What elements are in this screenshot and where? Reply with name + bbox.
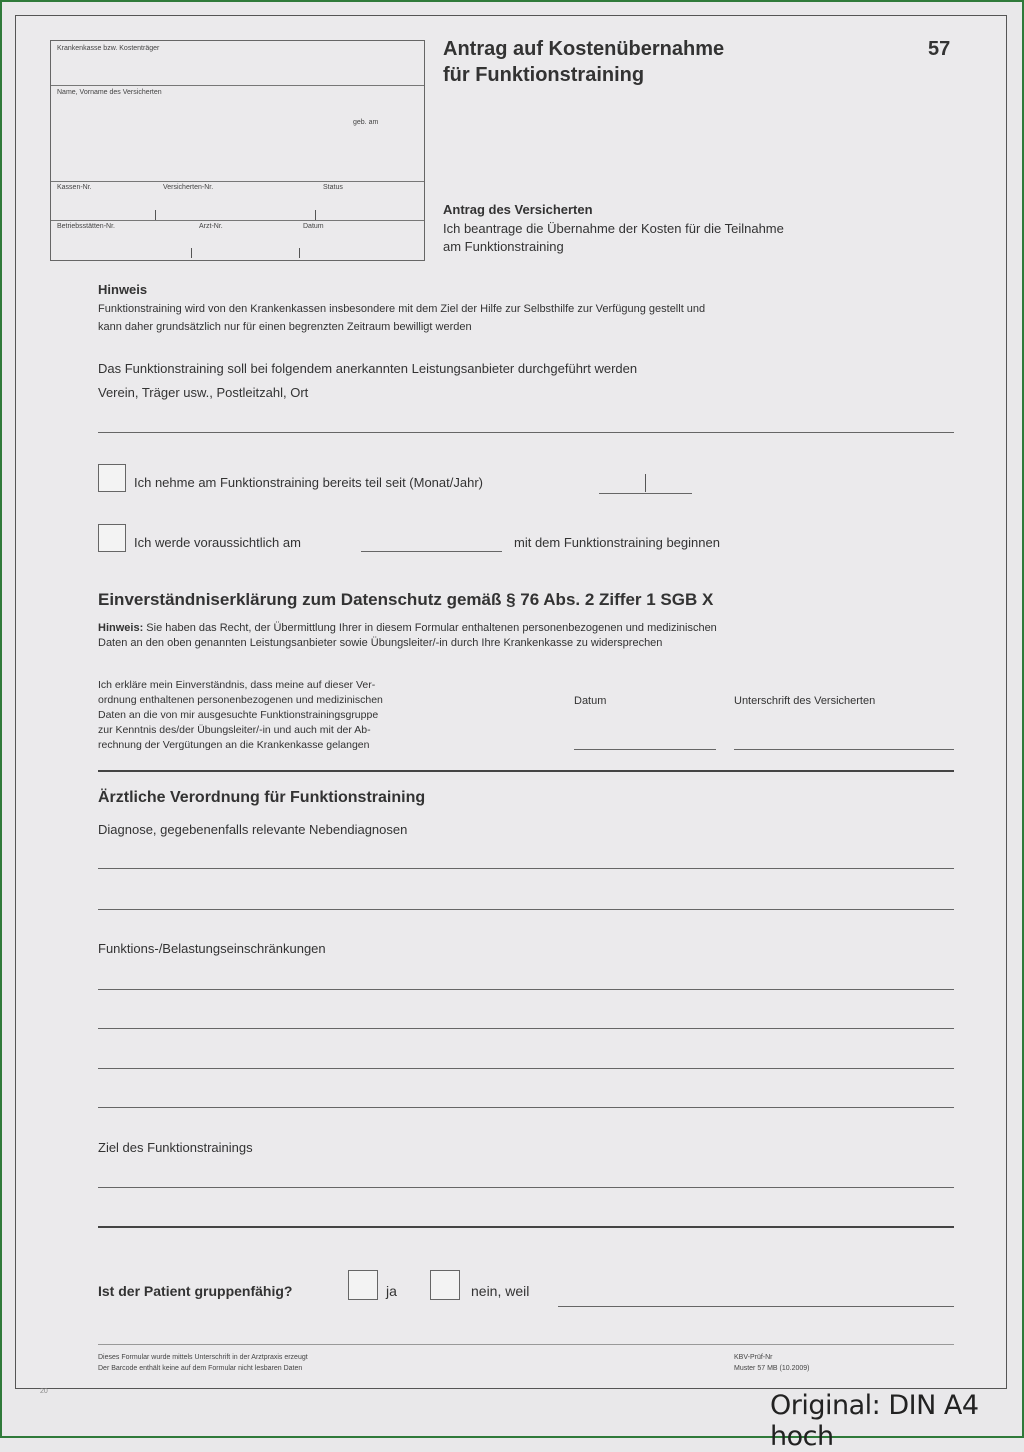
consent-date-label: Datum — [574, 695, 607, 707]
privacy-hint-label: Hinweis: — [98, 622, 144, 634]
diagnosis-line-1[interactable] — [98, 868, 954, 869]
limitations-line-3[interactable] — [98, 1068, 954, 1069]
provider-input-line[interactable] — [98, 432, 954, 433]
notice-heading: Hinweis — [98, 282, 148, 297]
will-start-label-a: Ich werde voraussichtlich am — [134, 535, 301, 550]
section-divider — [98, 770, 954, 772]
form-title-line1: Antrag auf Kostenübernahme — [443, 38, 725, 60]
born-label: geb. am — [353, 119, 379, 126]
prescription-heading: Ärztliche Verordnung für Funktionstraining — [98, 789, 426, 806]
status-label: Status — [323, 184, 343, 191]
participating-checkbox[interactable] — [98, 464, 126, 492]
goal-line-1[interactable] — [98, 1187, 954, 1188]
betriebsstaetten-nr-label: Betriebsstätten-Nr. — [57, 223, 115, 230]
privacy-hint-line1: Sie haben das Recht, der Übermittlung Ihrer in diesem Formular enthaltenen personenbezogenen und medizinischen — [146, 622, 717, 634]
privacy-hint-line2: Daten an den oben genannten Leistungsanbieter sowie Übungsleiter/-in durch Ihre Krankenkasse zu widersprechen — [98, 637, 663, 649]
datum-label: Datum — [303, 223, 324, 230]
start-date-field[interactable] — [361, 551, 502, 552]
footer-left-line1: Dieses Formular wurde mittels Unterschrift in der Arztpraxis erzeugt — [98, 1354, 308, 1361]
footer-left-line2: Der Barcode enthält keine auf dem Formular nicht lesbaren Daten — [98, 1365, 303, 1372]
privacy-hint — [98, 621, 717, 651]
group-no-label: nein, weil — [471, 1283, 530, 1299]
limitations-line-4[interactable] — [98, 1107, 954, 1108]
consent-signature-field[interactable] — [734, 749, 954, 750]
privacy-heading: Einverständniserklärung zum Datenschutz gemäß § 76 Abs. 2 Ziffer 1 SGB X — [98, 590, 714, 609]
consent-line: zur Kenntnis des/der Übungsleiter/-in und auch mit der Ab- — [98, 724, 371, 736]
participating-label: Ich nehme am Funktionstraining bereits teil seit (Monat/Jahr) — [134, 475, 483, 490]
name-label: Name, Vorname des Versicherten — [57, 89, 162, 96]
kassen-nr-label: Kassen-Nr. — [57, 184, 92, 191]
limitations-label: Funktions-/Belastungseinschränkungen — [98, 941, 326, 956]
limitations-line-1[interactable] — [98, 989, 954, 990]
consent-signature-label: Unterschrift des Versicherten — [734, 695, 876, 707]
group-question: Ist der Patient gruppenfähig? — [98, 1283, 293, 1299]
goal-line-2[interactable] — [98, 1226, 954, 1228]
participating-since-field[interactable] — [599, 493, 692, 494]
goal-label: Ziel des Funktionstrainings — [98, 1140, 253, 1155]
footer-right-line1: KBV-Prüf-Nr — [734, 1354, 773, 1361]
form-title-line2: für Funktionstraining — [443, 64, 645, 86]
footer-divider — [98, 1344, 954, 1345]
consent-date-field[interactable] — [574, 749, 716, 750]
footer-right-line2: Muster 57 MB (10.2009) — [734, 1365, 810, 1372]
consent-line: Daten an die von mir ausgesuchte Funktionstrainingsgruppe — [98, 709, 379, 721]
form-number: 57 — [928, 38, 951, 60]
group-no-reason-field[interactable] — [558, 1306, 954, 1307]
versicherten-nr-label: Versicherten-Nr. — [163, 184, 214, 191]
format-caption: Original: DIN A4 hoch — [770, 1390, 979, 1452]
applicant-heading: Antrag des Versicherten — [443, 202, 593, 217]
provider-line1: Das Funktionstraining soll bei folgendem anerkannten Leistungsanbieter durchgeführt werden — [98, 361, 638, 376]
diagnosis-label: Diagnose, gegebenenfalls relevante Nebendiagnosen — [98, 822, 408, 837]
consent-line: Ich erkläre mein Einverständnis, dass meine auf dieser Ver- — [98, 679, 376, 691]
insurer-label: Krankenkasse bzw. Kostenträger — [57, 45, 160, 52]
notice-line2: kann daher grundsätzlich nur für einen begrenzten Zeitraum bewilligt werden — [98, 321, 472, 333]
group-yes-checkbox[interactable] — [348, 1270, 378, 1300]
notice-line1: Funktionstraining wird von den Krankenkassen insbesondere mit dem Ziel der Hilfe zur Selbsthilfe zur Verfügung gestellt und — [98, 303, 706, 315]
page-mark: 20 — [40, 1388, 48, 1395]
provider-line2: Verein, Träger usw., Postleitzahl, Ort — [98, 385, 309, 400]
form-sheet — [15, 15, 1007, 1389]
applicant-text-line2: am Funktionstraining — [443, 239, 564, 254]
arzt-nr-label: Arzt-Nr. — [199, 223, 223, 230]
diagnosis-line-2[interactable] — [98, 909, 954, 910]
patient-address-box — [50, 40, 425, 261]
will-start-checkbox[interactable] — [98, 524, 126, 552]
consent-text — [98, 678, 516, 753]
limitations-line-2[interactable] — [98, 1028, 954, 1029]
form-title — [443, 36, 724, 88]
consent-line: rechnung der Vergütungen an die Krankenkasse gelangen — [98, 739, 370, 751]
applicant-text-line1: Ich beantrage die Übernahme der Kosten für die Teilnahme — [443, 221, 784, 236]
group-no-checkbox[interactable] — [430, 1270, 460, 1300]
will-start-label-b: mit dem Funktionstraining beginnen — [514, 535, 720, 550]
consent-line: ordnung enthaltenen personenbezogenen und medizinischen — [98, 694, 383, 706]
group-yes-label: ja — [386, 1283, 397, 1299]
